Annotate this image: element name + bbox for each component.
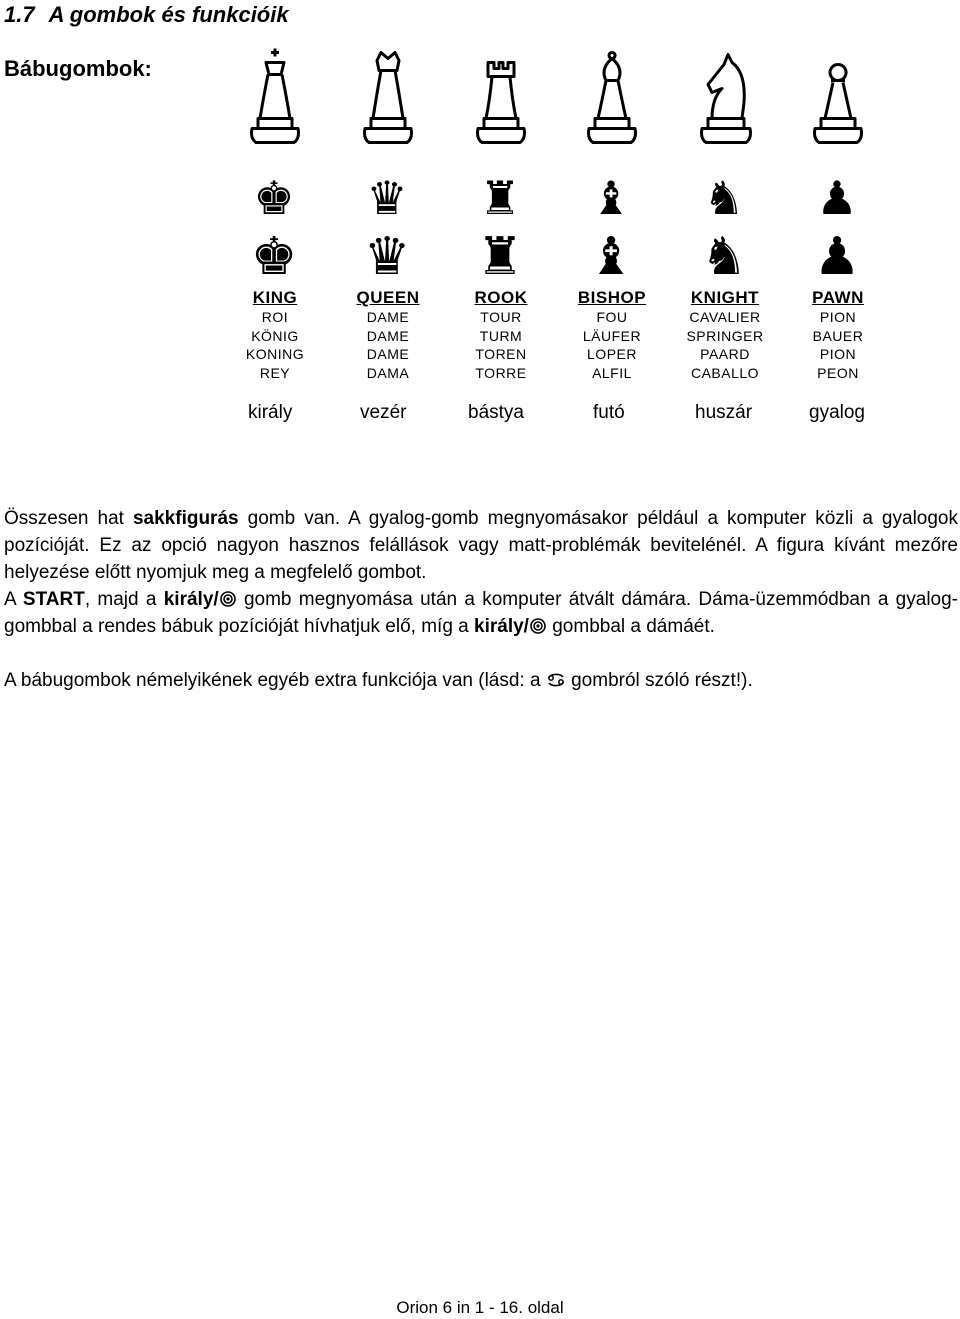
svg-text:♝: ♝ [587, 230, 635, 280]
rook-icon [466, 40, 536, 155]
hu-name-rook: bástya [468, 402, 524, 423]
svg-text:♚: ♚ [253, 172, 295, 220]
svg-text:♚: ♚ [250, 230, 298, 280]
piece-name-translation: PEON [817, 364, 859, 381]
piece-names [220, 288, 330, 382]
piece-name-translation: CAVALIER [689, 309, 761, 325]
piece-name-translation: SPRINGER [686, 327, 764, 344]
piece-column-knight [670, 40, 790, 390]
page-footer: Orion 6 in 1 - 16. oldal [396, 1298, 564, 1317]
piece-name-english: BISHOP [577, 288, 647, 307]
king-icon [248, 172, 300, 220]
piece-name-translation: PAARD [700, 346, 750, 362]
piece-name-translation: CABALLO [690, 364, 760, 381]
svg-text:♛: ♛ [363, 230, 411, 280]
hu-name-bishop: futó [593, 402, 625, 423]
piece-names [446, 288, 556, 382]
pawn-icon [809, 230, 865, 280]
knight-icon [696, 230, 752, 280]
subheading: Bábugombok: [4, 56, 152, 81]
piece-column-queen [333, 40, 453, 390]
piece-name-translation: KONING [245, 346, 305, 362]
piece-name-translation: BAUER [812, 327, 864, 344]
svg-text:♛: ♛ [366, 172, 408, 220]
piece-name-translation: TOREN [475, 346, 527, 362]
piece-names [670, 288, 780, 382]
knight-icon [690, 40, 760, 155]
piece-name-translation: FOU [596, 309, 628, 325]
section-title: A gombok és funkcióik [48, 2, 289, 27]
rook-icon [474, 172, 526, 220]
section-heading [4, 2, 303, 28]
queen-icon [359, 230, 415, 280]
piece-names [333, 288, 443, 382]
pawn-icon [811, 172, 863, 220]
piece-column-rook [446, 40, 566, 390]
piece-name-translation: PION [819, 309, 857, 325]
svg-text:♜: ♜ [476, 230, 524, 280]
piece-name-translation: DAME [366, 309, 410, 325]
piece-name-translation: LÄUFER [582, 327, 642, 344]
queen-icon [361, 172, 413, 220]
paragraph-1: Összesen hat sakkfigurás gomb van. A gyalog-gomb megnyomásakor például a komputer közli a gyalogok pozícióját. Ez az opció nagyon hasznos felállások vagy matt-problémák bevitelénél. A figura kívánt mezőre helyezése előtt nyomjuk meg a megfelelő gombot. [4, 508, 958, 583]
piece-names [557, 288, 667, 382]
target-icon [219, 591, 237, 607]
svg-text:♟: ♟ [813, 230, 861, 280]
bishop-icon [585, 172, 637, 220]
piece-name-translation: DAME [366, 346, 410, 362]
piece-name-translation: PION [819, 346, 857, 362]
piece-column-bishop [557, 40, 677, 390]
piece-name-translation: REY [259, 364, 291, 381]
hu-name-pawn: gyalog [809, 402, 865, 423]
target-icon [529, 618, 547, 634]
piece-name-translation: KÖNIG [251, 327, 299, 344]
king-icon [240, 40, 310, 155]
bishop-icon [583, 230, 639, 280]
hu-name-king: király [248, 402, 293, 423]
hu-name-knight: huszár [695, 402, 753, 423]
pawn-icon [803, 40, 873, 155]
svg-text:♞: ♞ [703, 172, 745, 220]
piece-name-english: KNIGHT [690, 288, 760, 307]
piece-name-english: QUEEN [356, 288, 420, 307]
piece-name-translation: LOPER [587, 346, 637, 362]
bishop-icon [577, 40, 647, 155]
piece-name-english: KING [252, 288, 298, 307]
piece-column-pawn [783, 40, 903, 390]
hungarian-names-row [0, 402, 960, 426]
svg-text:♜: ♜ [479, 172, 521, 220]
king-icon [246, 230, 302, 280]
paragraph-2: A START, majd a király/ gomb megnyomása után a komputer átvált dámára. Dáma-üzemmódban a gyalog-gombbal a rendes bábuk pozícióját hívhatjuk elő, míg a király/ gombbal a dámáét. [4, 589, 958, 637]
knight-icon [698, 172, 750, 220]
piece-name-translation: TURM [479, 327, 523, 344]
piece-name-english: PAWN [812, 288, 864, 307]
svg-text:♟: ♟ [816, 172, 858, 220]
rook-icon [472, 230, 528, 280]
piece-name-translation: TORRE [475, 364, 527, 381]
piece-name-translation: DAME [366, 327, 410, 344]
paragraph-3: A bábugombok némelyikének egyéb extra funkciója van (lásd: a gombról szóló részt!). [4, 670, 753, 691]
piece-column-king [220, 40, 340, 390]
queen-icon [353, 40, 423, 155]
piece-name-translation: ROI [261, 309, 289, 325]
svg-text:♝: ♝ [590, 172, 632, 220]
hu-name-queen: vezér [360, 402, 407, 423]
piece-names [783, 288, 893, 382]
piece-name-translation: ALFIL [592, 364, 632, 381]
section-number: 1.7 [4, 2, 35, 27]
piece-name-translation: TOUR [480, 309, 522, 325]
cancer-sign-icon [546, 672, 566, 688]
svg-text:♞: ♞ [700, 230, 748, 280]
piece-name-translation: DAMA [366, 364, 410, 381]
piece-name-english: ROOK [474, 288, 528, 307]
